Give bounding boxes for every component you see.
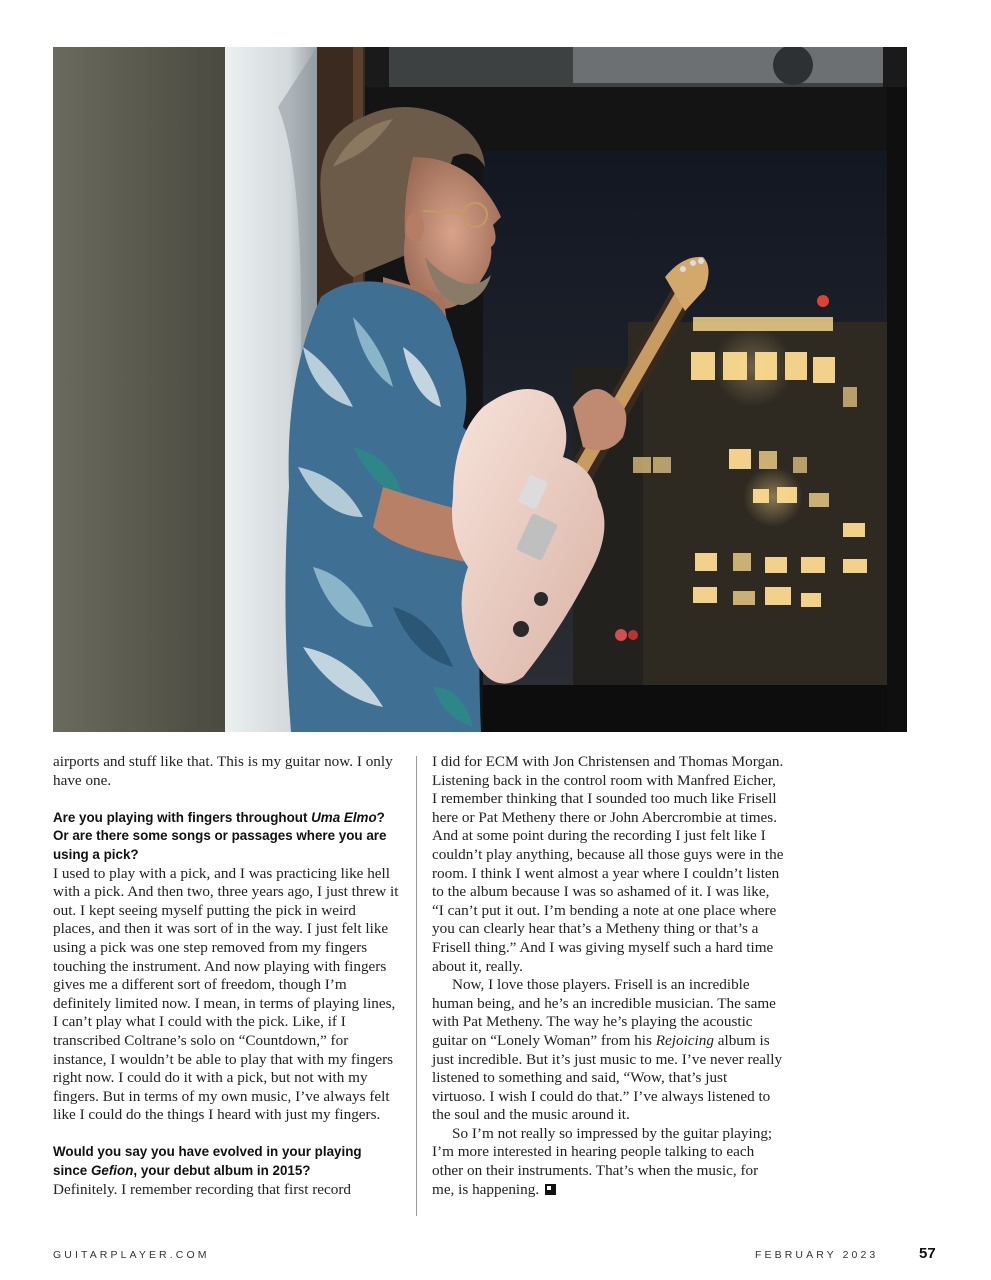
question-text: Are you playing with fingers throughout	[53, 809, 312, 825]
answer-paragraph: I used to play with a pick, and I was practicing like hell with a pick. And then two, three years ago, I just threw it out. I kept seeing myself putting the pick in weird places, and then it was sort of in the way. I just felt like using a pick was one step removed from my fingers touching the instrument. And now playing with fingers gives me a different sort of freedom, though I’m definitely limited now. I mean, in terms of playing lines, I can’t play what I could with the pick. Like, if I transcribed Coltrane’s solo on “Countdown,” for instance, I wouldn’t be able to play that with my fingers right now. I could do it with a pick, but not with my fingers. But in terms of my own music, I’ve always felt like I could do the things I heard with just my fingers.	[53, 864, 399, 1124]
column-divider	[416, 756, 417, 1216]
paragraph-text: So I’m not really so impressed by the guitar playing; I’m more interested in hearing people talking to each other on their instruments. That’s when the music, for me, is happening.	[432, 1124, 773, 1198]
album-title: Rejoicing	[655, 1031, 714, 1049]
interview-question	[53, 1143, 399, 1180]
paragraph-text: album is just incredible. But it’s just music to me. I’ve never really listened to something and said, “Wow, that’s just virtuoso. I wish I could do that.” I’ve always listened to the soul and the music around it.	[432, 1031, 783, 1124]
paragraph: airports and stuff like that. This is my guitar now. I only have one.	[53, 753, 393, 789]
paragraph	[432, 976, 784, 1125]
page-number: 57	[919, 1245, 936, 1262]
paragraph	[432, 1125, 784, 1199]
article-column-left	[53, 753, 399, 1199]
question-text: , your debut album in 2015?	[133, 1163, 311, 1179]
answer-paragraph: Definitely. I remember recording that first record	[53, 1180, 351, 1198]
end-mark-icon	[545, 1184, 556, 1195]
interview-question	[53, 809, 399, 865]
footer-issue-date: FEBRUARY 2023	[755, 1249, 879, 1261]
album-title: Uma Elmo	[311, 809, 377, 825]
paragraph: I did for ECM with Jon Christensen and Thomas Morgan. Listening back in the control room with Manfred Eicher, I remember thinking that I sounded too much like Frisell here or Pat Metheny there or John Abercrombie at times. And at some point during the recording I just felt like I couldn’t play anything, because all those guys were in the room. I think I went almost a year where I couldn’t listen to the album because I was so ashamed of it. I was like, “I can’t put it out. I’m bending a note at one place where you can clearly hear that’s a Metheny thing or that’s a Frisell thing.” And I was giving myself such a hard time about it, really.	[432, 753, 784, 975]
question-text: ? Or are there some songs or passages where you are using a pick?	[53, 809, 387, 862]
question-text: Would you say you have evolved in your playing since	[53, 1144, 362, 1179]
album-title: Gefion	[90, 1163, 134, 1179]
guitarist-photo	[53, 47, 907, 732]
photo-illustration	[53, 47, 907, 732]
spacer	[53, 790, 399, 809]
spacer	[53, 1125, 399, 1144]
footer-website: GUITARPLAYER.COM	[53, 1249, 210, 1261]
paragraph-text: Now, I love those players. Frisell is an incredible human being, and he’s an incredible musician. The same with Pat Metheny. The way he’s playing the acoustic guitar on “Lonely Woman” from his	[432, 976, 776, 1049]
article-column-middle	[432, 753, 784, 1199]
